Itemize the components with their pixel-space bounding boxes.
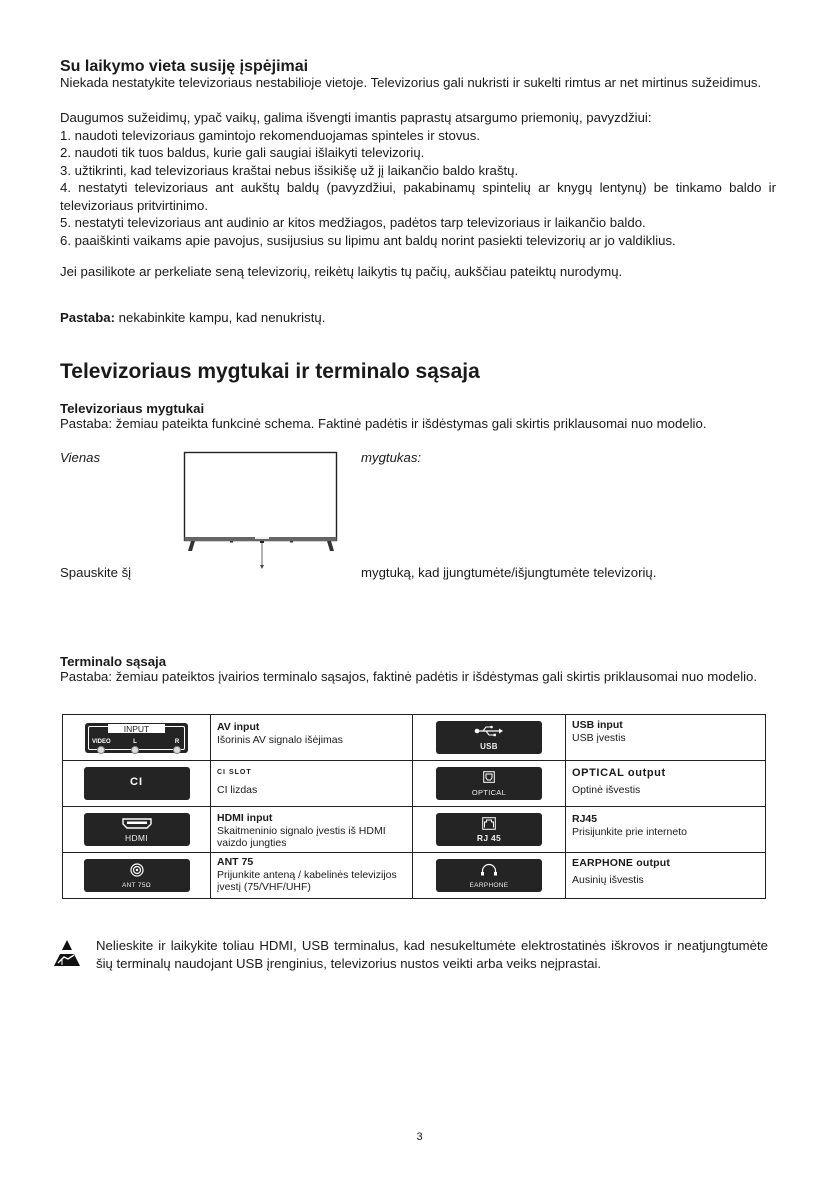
- subsection-title-buttons: Televizoriaus mygtukai: [60, 401, 205, 416]
- jack-r-icon: [173, 746, 181, 754]
- note-label: Pastaba:: [60, 310, 115, 325]
- list-item: 2. naudoti tik tuos baldus, kurie gali saugiai išlaikyti televizorių.: [60, 145, 425, 161]
- usb-port-icon: [436, 721, 542, 754]
- section-title-placement-warnings: Su laikymo vieta susiję įspėjimai: [60, 58, 309, 75]
- terminals-note: Pastaba: žemiau pateiktos įvairios terminalo sąsajos, faktinė padėtis ir išdėstymas gali skirtis priklausomai nuo modelio.: [60, 669, 758, 684]
- section-title-buttons-terminals: Televizoriaus mygtukai ir terminalo sąsaja: [60, 360, 480, 383]
- optical-port-image-cell: [413, 761, 566, 807]
- power-button-icon: [260, 541, 264, 543]
- port-title: HDMI input: [217, 812, 273, 824]
- earphone-port-image-cell: [413, 853, 566, 899]
- optical-symbol-icon: [483, 771, 495, 783]
- hdmi-box-label: HDMI: [125, 833, 148, 843]
- pointer-arrow: [260, 565, 264, 569]
- ci-port-image-cell: [63, 761, 211, 807]
- tv-diagram: [183, 451, 339, 581]
- usb-port-desc-cell: [566, 715, 766, 761]
- intro-paragraph: Niekada nestatykite televizoriaus nestabilioje vietoje. Televizorius gali nukristi ir sukelti rimtus ar net mirtinus sužeidimus.: [60, 75, 762, 90]
- tv-logo: [255, 537, 269, 539]
- port-title: CI SLOT: [217, 769, 252, 776]
- jack-label-l: L: [133, 738, 137, 745]
- port-title: EARPHONE output: [572, 857, 671, 869]
- port-desc: Prisijunkite prie interneto: [572, 825, 687, 838]
- av-box-title: INPUT: [108, 724, 165, 733]
- press-text: mygtuką, kad įjungtumėte/išjungtumėte televizorių.: [361, 565, 657, 580]
- list-item: 1. naudoti televizoriaus gamintojo rekomenduojamas spinteles ir stovus.: [60, 127, 481, 143]
- note-paragraph: [60, 309, 325, 327]
- optical-box-label: OPTICAL: [471, 788, 507, 797]
- lead-paragraph: Daugumos sužeidimų, ypač vaikų, galima išvengti imantis paprastų atsargumo priemonių, pavyzdžiui:: [60, 110, 652, 125]
- port-title: ANT 75: [217, 856, 254, 868]
- precautions-list: [60, 127, 776, 250]
- port-desc: Prijunkite anteną / kabelinės televizijos įvestį (75/VHF/UHF): [217, 868, 397, 893]
- optical-port-desc-cell: [566, 761, 766, 807]
- port-desc: Ausinių išvestis: [572, 873, 644, 886]
- ci-slot-port-icon: [84, 767, 190, 800]
- usb-symbol-icon: [474, 725, 504, 737]
- esd-warning-text: Nelieskite ir laikykite toliau HDMI, USB terminalus, kad nesukeltumėte elektrostatinės iškrovos ir neatjungtumėte šių terminalų naudojant USB įrenginius, televizorius nustos veikti arba veiks neįprastai.: [96, 938, 768, 971]
- tv-stand-left: [188, 541, 195, 551]
- tv-stand-right: [327, 541, 334, 551]
- earphone-port-icon: [436, 859, 542, 892]
- table-row: [63, 807, 766, 853]
- port-title: OPTICAL output: [572, 767, 666, 779]
- rj45-port-icon: [436, 813, 542, 846]
- ant-port-image-cell: [63, 853, 211, 899]
- port-desc: CI lizdas: [217, 783, 258, 796]
- ports-table: [62, 714, 766, 899]
- list-item: 6. paaiškinti vaikams apie pavojus, susijusius su lipimu ant baldų norint pasiekti televizorių ar jo valdiklius.: [60, 233, 676, 249]
- port-desc: Skaitmeninio signalo įvestis iš HDMI vaizdo jungties: [217, 824, 386, 849]
- ci-port-desc-cell: [211, 761, 413, 807]
- ant-box-label: ANT 75Ω: [122, 882, 151, 889]
- table-row: [63, 715, 766, 761]
- jack-label-video: VIDEO: [92, 738, 111, 745]
- rj45-port-desc-cell: [566, 807, 766, 853]
- rj45-symbol-icon: [482, 817, 496, 830]
- ci-box-label: CI: [130, 776, 143, 788]
- av-port-desc-cell: [211, 715, 413, 761]
- esd-warning-icon: [52, 938, 82, 968]
- hdmi-port-image-cell: [63, 807, 211, 853]
- antenna-port-icon: [84, 859, 190, 892]
- port-title: AV input: [217, 721, 260, 733]
- one-label: Vienas: [60, 450, 101, 465]
- earphone-box-label: EARPHONE: [469, 882, 509, 889]
- list-item: 4. nestatyti televizoriaus ant aukštų baldų (pavyzdžiui, pakabinamų spintelių ar knygų lentynų) be tinkamo baldo ir televizoriaus pritvirtinimo.: [60, 180, 776, 213]
- usb-port-image-cell: [413, 715, 566, 761]
- ant-port-desc-cell: [211, 853, 413, 899]
- rj45-box-label: RJ 45: [476, 833, 502, 843]
- jack-video-icon: [97, 746, 105, 754]
- button-label: mygtukas:: [361, 450, 422, 465]
- port-title: RJ45: [572, 813, 598, 825]
- subsection-title-terminals: Terminalo sąsaja: [60, 654, 167, 669]
- relocate-paragraph: Jei pasilikote ar perkeliate seną televizorių, reikėtų laikytis tų pačių, aukščiau pateiktų nurodymų.: [60, 264, 623, 279]
- port-desc: Išorinis AV signalo išėjimas: [217, 733, 343, 746]
- usb-box-label: USB: [480, 742, 498, 751]
- hdmi-port-desc-cell: [211, 807, 413, 853]
- table-row: [63, 761, 766, 807]
- table-row: [63, 853, 766, 899]
- hdmi-symbol-icon: [122, 818, 152, 829]
- jack-label-r: R: [174, 738, 180, 745]
- list-item: 3. užtikrinti, kad televizoriaus kraštai nebus išsikišę už jį laikančio baldo kraštų.: [60, 162, 519, 178]
- port-desc: Optinė išvestis: [572, 783, 641, 796]
- press-label: Spauskite šį: [60, 565, 132, 580]
- tv-screen: [185, 453, 337, 541]
- headphone-symbol-icon: [480, 863, 498, 876]
- page-number: 3: [416, 1131, 423, 1143]
- jack-l-icon: [131, 746, 139, 754]
- list-item: 5. nestatyti televizoriaus ant audinio ar kitos medžiagos, padėtos tarp televizoriaus ir laikančio baldo.: [60, 215, 646, 231]
- optical-port-icon: [436, 767, 542, 800]
- port-title: USB input: [572, 719, 623, 731]
- note-text: nekabinkite kampu, kad nenukristų.: [114, 310, 326, 325]
- rj45-port-image-cell: [413, 807, 566, 853]
- coax-symbol-icon: [130, 863, 144, 877]
- port-desc: USB įvestis: [572, 731, 626, 744]
- hdmi-port-icon: [84, 813, 190, 846]
- av-port-image-cell: [63, 715, 211, 761]
- buttons-note: Pastaba: žemiau pateikta funkcinė schema. Faktinė padėtis ir išdėstymas gali skirtis priklausomai nuo modelio.: [60, 416, 707, 431]
- av-input-port-icon: [85, 723, 188, 753]
- earphone-port-desc-cell: [566, 853, 766, 899]
